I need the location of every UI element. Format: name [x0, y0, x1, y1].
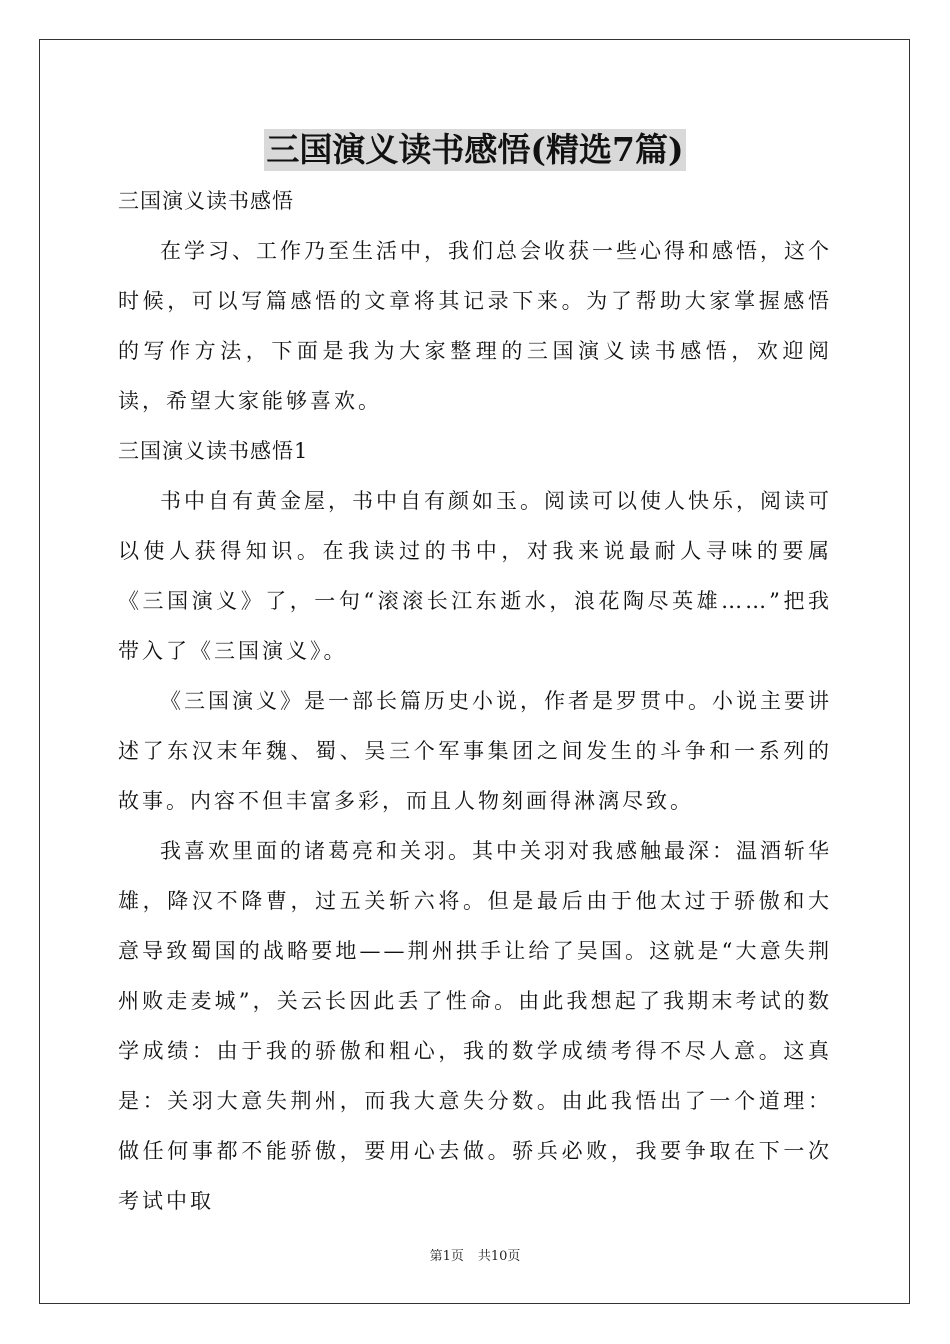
section1-paragraph-3: 我喜欢里面的诸葛亮和关羽。其中关羽对我感触最深：温酒斩华雄，降汉不降曹，过五关斩六将。但是最后由于他太过于骄傲和大意导致蜀国的战略要地——荆州拱手让给了吴国。这就是“大意失荆州败走麦城”，关云长因此丢了性命。由此我想起了我期末考试的数学成绩：由于我的骄傲和粗心，我的数学成绩考得不尽人意。这真是：关羽大意失荆州，而我大意失分数。由此我悟出了一个道理：做任何事都不能骄傲，要用心去做。骄兵必败，我要争取在下一次考试中取 — [118, 839, 832, 1213]
page-total: 共10页 — [477, 1249, 521, 1264]
section1-paragraph-1: 书中自有黄金屋，书中自有颜如玉。阅读可以使人快乐，阅读可以使人获得知识。在我读过的书中，对我来说最耐人寻味的要属《三国演义》了，一句“滚滚长江东逝水，浪花陶尽英雄……”把我带入了《三国演义》。 — [118, 489, 832, 663]
document-title — [118, 128, 832, 172]
document-body — [118, 128, 832, 1226]
intro-paragraph: 在学习、工作乃至生活中，我们总会收获一些心得和感悟，这个时候，可以写篇感悟的文章将其记录下来。为了帮助大家掌握感悟的写作方法，下面是我为大家整理的三国演义读书感悟，欢迎阅读，希望大家能够喜欢。 — [118, 239, 832, 413]
intro-heading: 三国演义读书感悟 — [118, 189, 294, 213]
section1-paragraph-2: 《三国演义》是一部长篇历史小说，作者是罗贯中。小说主要讲述了东汉末年魏、蜀、吴三个军事集团之间发生的斗争和一系列的故事。内容不但丰富多彩，而且人物刻画得淋漓尽致。 — [118, 689, 832, 813]
page-number: 第1页 — [429, 1249, 464, 1264]
section-heading-1: 三国演义读书感悟1 — [118, 439, 309, 463]
page-footer — [0, 1248, 950, 1266]
document-title-text: 三国演义读书感悟(精选7篇) — [266, 130, 684, 169]
